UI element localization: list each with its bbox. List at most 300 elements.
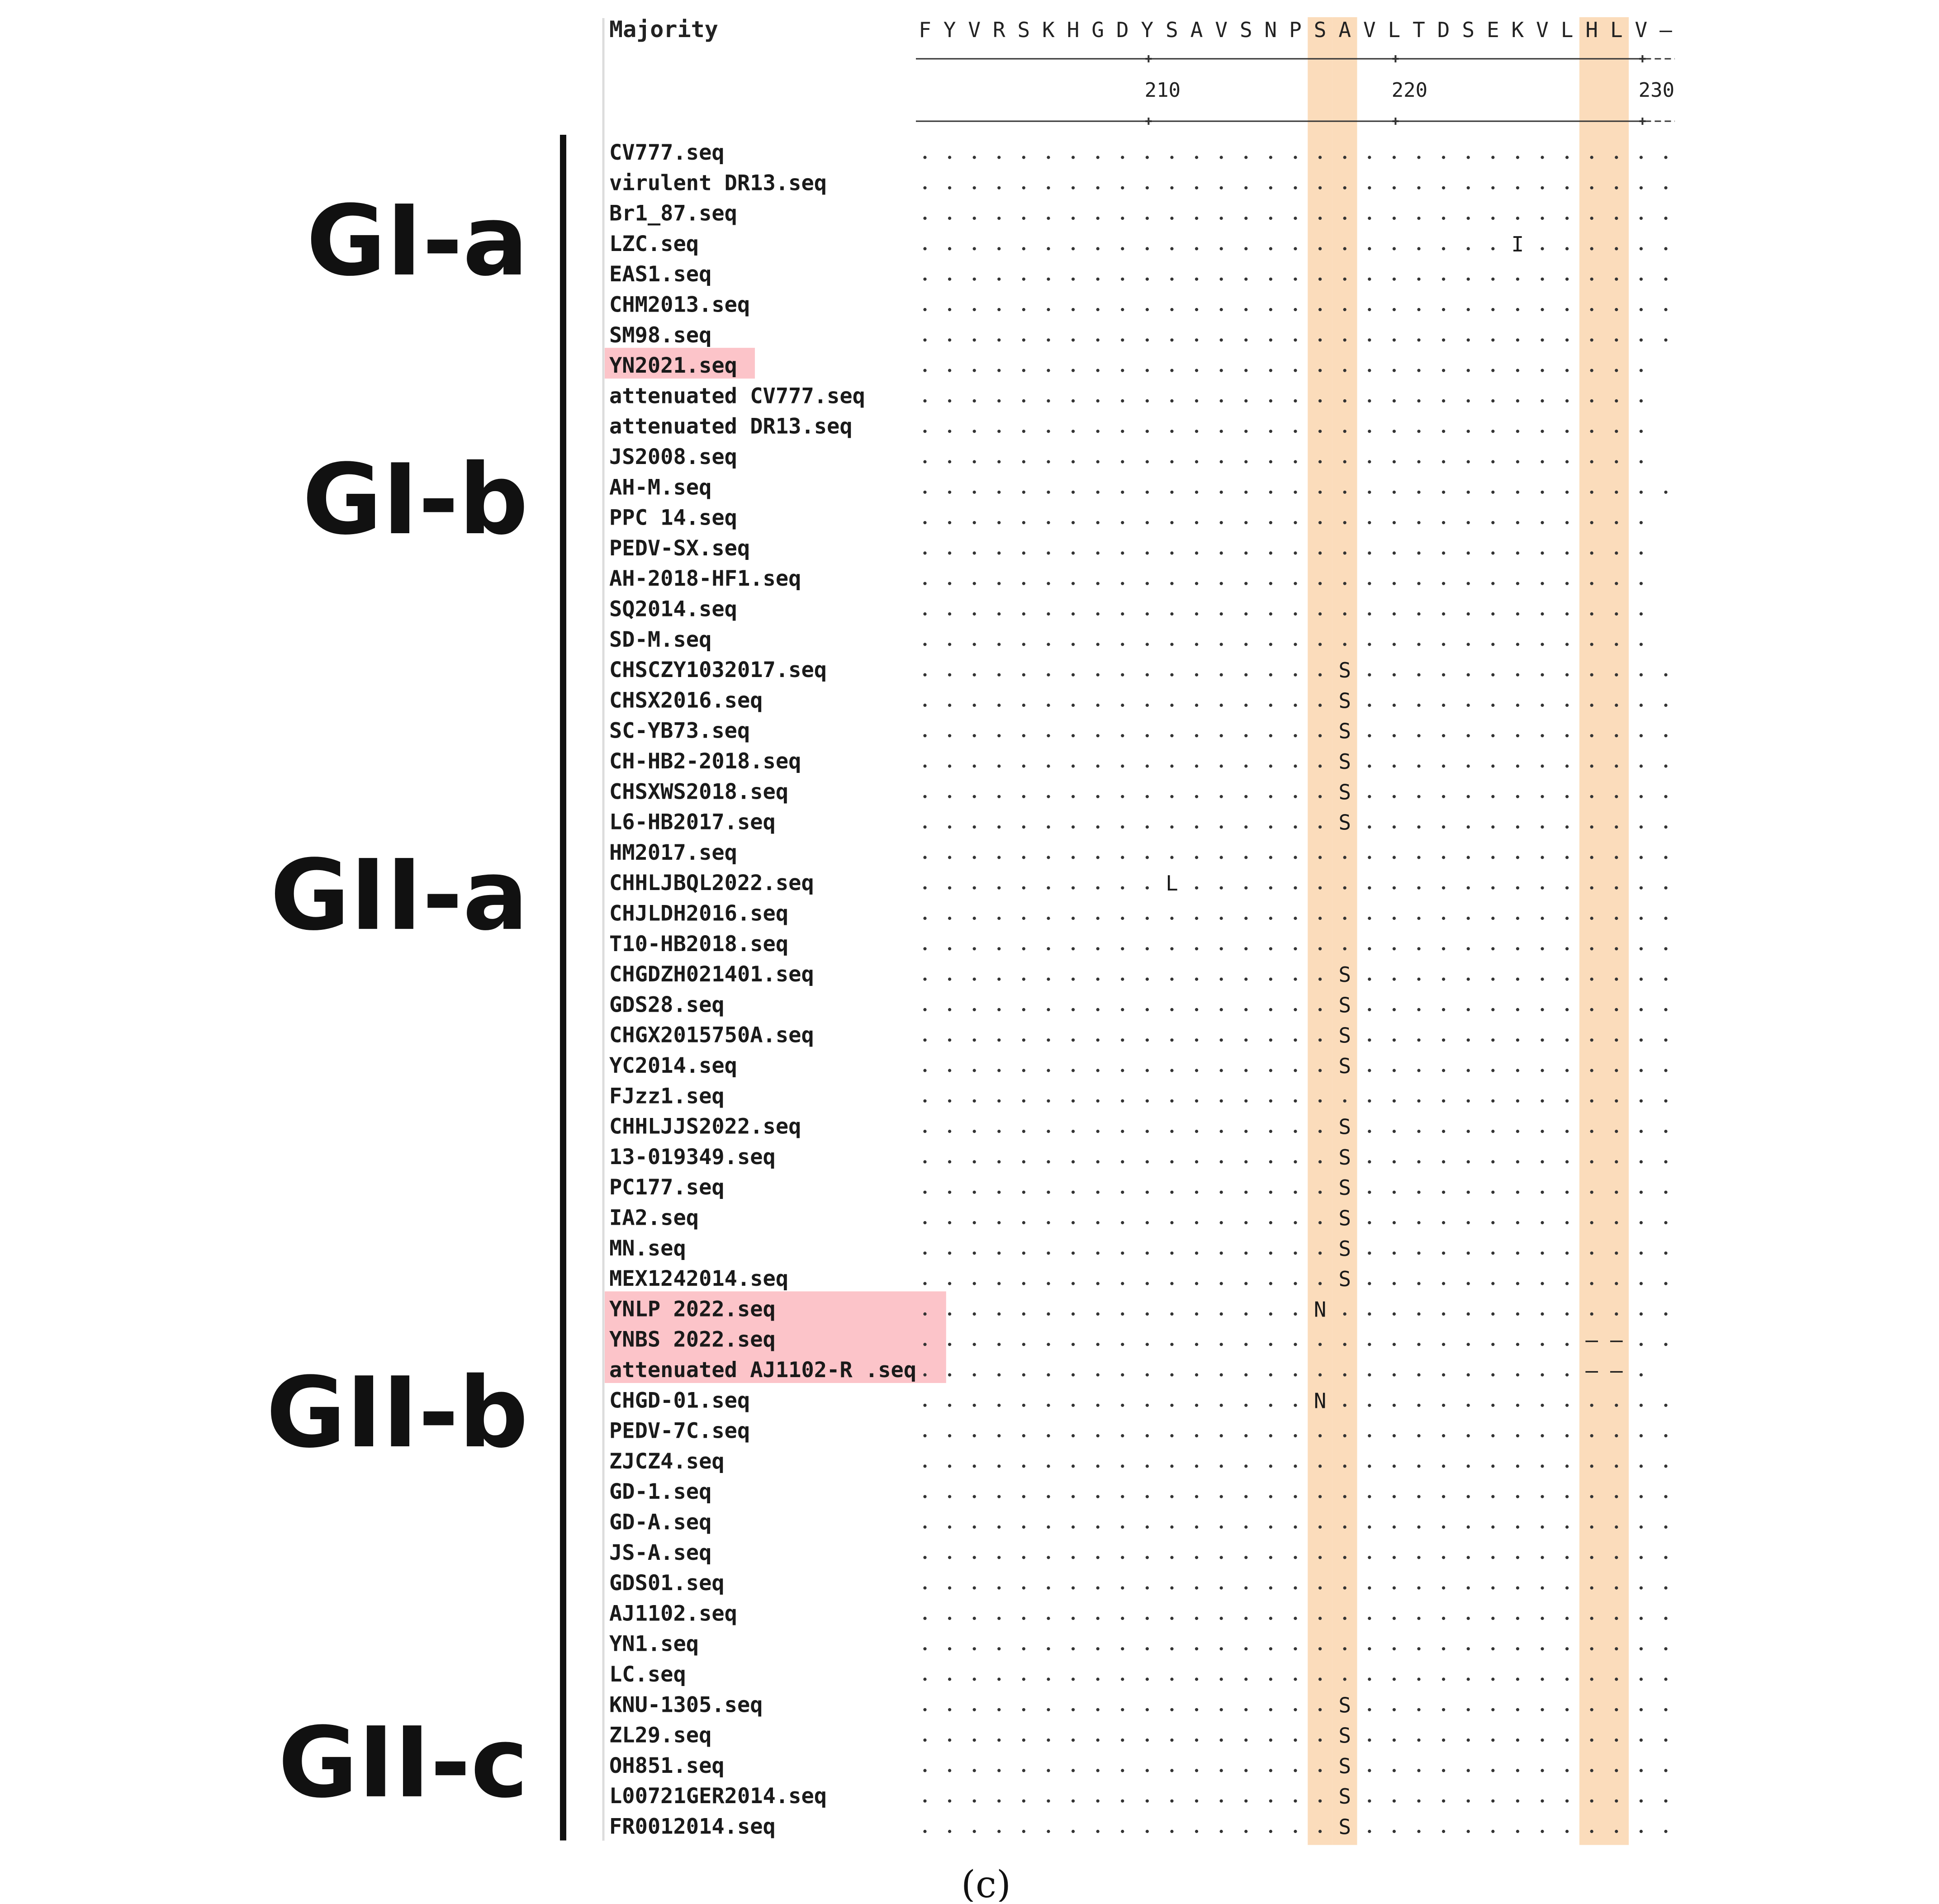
identity-dot <box>1220 186 1223 189</box>
identity-dot <box>1442 1769 1445 1772</box>
consensus-residue: E <box>1486 18 1499 42</box>
identity-dot <box>1541 491 1544 494</box>
identity-dot <box>1491 521 1494 524</box>
substitution-residue: N <box>1313 1388 1327 1413</box>
identity-dot <box>1047 1587 1050 1590</box>
identity-dot <box>1565 1647 1569 1650</box>
identity-dot <box>1195 886 1198 890</box>
identity-dot <box>1047 795 1050 798</box>
identity-dot <box>1516 278 1519 281</box>
identity-dot <box>1318 491 1322 494</box>
identity-dot <box>1615 1221 1618 1224</box>
identity-dot <box>1047 1130 1050 1133</box>
identity-dot <box>1640 1160 1643 1163</box>
identity-dot <box>948 217 951 220</box>
identity-dot <box>1146 1617 1149 1620</box>
identity-dot <box>1195 1099 1198 1103</box>
identity-dot <box>1343 369 1346 372</box>
identity-dot <box>1393 1099 1396 1103</box>
identity-dot <box>1664 886 1667 890</box>
group-label: GII-b <box>266 1355 528 1469</box>
identity-dot <box>1269 1587 1272 1590</box>
identity-dot <box>948 1495 951 1498</box>
identity-dot <box>1071 308 1075 311</box>
identity-dot <box>1220 1251 1223 1255</box>
identity-dot <box>1170 1038 1173 1042</box>
identity-dot <box>1318 399 1322 403</box>
identity-dot <box>973 1495 976 1498</box>
identity-dot <box>1170 734 1173 737</box>
identity-dot <box>1220 1769 1223 1772</box>
identity-dot <box>948 1800 951 1803</box>
sequence-name: AH-2018-HF1.seq <box>609 566 801 592</box>
identity-dot <box>1565 734 1569 737</box>
consensus-residue: A <box>1190 18 1203 42</box>
identity-dot <box>1071 1434 1075 1437</box>
identity-dot <box>1047 643 1050 646</box>
identity-dot <box>948 1008 951 1011</box>
identity-dot <box>1220 947 1223 950</box>
identity-dot <box>1516 1038 1519 1042</box>
sequence-name: CHSCZY1032017.seq <box>609 658 827 683</box>
identity-dot <box>1071 1800 1075 1803</box>
identity-dot <box>1417 369 1420 372</box>
identity-dot <box>1343 1556 1346 1559</box>
identity-dot <box>1318 1038 1322 1042</box>
identity-dot <box>1467 1191 1470 1194</box>
identity-dot <box>1195 369 1198 372</box>
identity-dot <box>948 978 951 981</box>
identity-dot <box>1022 247 1025 250</box>
identity-dot <box>923 1251 926 1255</box>
identity-dot <box>1417 460 1420 463</box>
identity-dot <box>1516 1647 1519 1650</box>
identity-dot <box>1071 1556 1075 1559</box>
identity-dot <box>1516 1556 1519 1559</box>
identity-dot <box>973 1130 976 1133</box>
identity-dot <box>1491 1677 1494 1681</box>
identity-dot <box>1664 1343 1667 1346</box>
identity-dot <box>1467 1038 1470 1042</box>
identity-dot <box>1170 369 1173 372</box>
identity-dot <box>1516 917 1519 920</box>
identity-dot <box>1368 1830 1371 1833</box>
identity-dot <box>1047 430 1050 433</box>
identity-dot <box>1244 1343 1247 1346</box>
identity-dot <box>1565 795 1569 798</box>
identity-dot <box>1244 1738 1247 1742</box>
identity-dot <box>1318 1525 1322 1529</box>
identity-dot <box>1467 308 1470 311</box>
identity-dot <box>1615 460 1618 463</box>
identity-dot <box>1121 1738 1124 1742</box>
identity-dot <box>1294 1160 1297 1163</box>
identity-dot <box>923 582 926 585</box>
identity-dot <box>1170 1282 1173 1285</box>
identity-dot <box>1368 338 1371 341</box>
identity-dot <box>1590 1647 1593 1650</box>
identity-dot <box>1590 1221 1593 1224</box>
identity-dot <box>1442 1343 1445 1346</box>
identity-dot <box>1195 1130 1198 1133</box>
highlight-column-16 <box>1308 17 1332 1845</box>
identity-dot <box>1071 491 1075 494</box>
identity-dot <box>1590 217 1593 220</box>
identity-dot <box>1516 1069 1519 1072</box>
identity-dot <box>1590 643 1593 646</box>
identity-dot <box>1071 278 1075 281</box>
identity-dot <box>1417 734 1420 737</box>
identity-dot <box>1368 1708 1371 1711</box>
substitution-residue: – <box>1610 1327 1623 1352</box>
identity-dot <box>1318 582 1322 585</box>
identity-dot <box>948 886 951 890</box>
identity-dot <box>1368 1251 1371 1255</box>
identity-dot <box>1071 795 1075 798</box>
identity-dot <box>1121 764 1124 767</box>
identity-dot <box>1294 582 1297 585</box>
identity-dot <box>1022 1434 1025 1437</box>
identity-dot <box>1096 1038 1100 1042</box>
identity-dot <box>948 856 951 859</box>
identity-dot <box>997 1343 1000 1346</box>
identity-dot <box>1640 1708 1643 1711</box>
identity-dot <box>1590 1738 1593 1742</box>
identity-dot <box>1442 1677 1445 1681</box>
identity-dot <box>1022 521 1025 524</box>
identity-dot <box>1615 1099 1618 1103</box>
identity-dot <box>1195 247 1198 250</box>
identity-dot <box>1541 795 1544 798</box>
identity-dot <box>1516 1830 1519 1833</box>
identity-dot <box>1244 521 1247 524</box>
identity-dot <box>1220 1373 1223 1376</box>
identity-dot <box>1244 1617 1247 1620</box>
identity-dot <box>973 1647 976 1650</box>
identity-dot <box>1417 1343 1420 1346</box>
identity-dot <box>1244 1008 1247 1011</box>
identity-dot <box>1368 825 1371 829</box>
identity-dot <box>1615 1556 1618 1559</box>
identity-dot <box>1516 704 1519 707</box>
identity-dot <box>1096 734 1100 737</box>
identity-dot <box>1047 399 1050 403</box>
identity-dot <box>948 1464 951 1468</box>
identity-dot <box>1121 1464 1124 1468</box>
identity-dot <box>948 734 951 737</box>
identity-dot <box>1640 947 1643 950</box>
identity-dot <box>1541 1282 1544 1285</box>
identity-dot <box>1121 582 1124 585</box>
identity-dot <box>1541 1464 1544 1468</box>
identity-dot <box>1294 643 1297 646</box>
consensus-residue: L <box>1610 18 1623 42</box>
identity-dot <box>997 1587 1000 1590</box>
identity-dot <box>1664 704 1667 707</box>
identity-dot <box>1491 947 1494 950</box>
identity-dot <box>1393 1130 1396 1133</box>
identity-dot <box>1146 1373 1149 1376</box>
identity-dot <box>1565 1769 1569 1772</box>
identity-dot <box>1590 612 1593 616</box>
identity-dot <box>1071 521 1075 524</box>
identity-dot <box>1294 947 1297 950</box>
identity-dot <box>997 704 1000 707</box>
identity-dot <box>973 1038 976 1042</box>
identity-dot <box>1170 1160 1173 1163</box>
identity-dot <box>1590 1130 1593 1133</box>
identity-dot <box>1393 978 1396 981</box>
identity-dot <box>1269 1464 1272 1468</box>
identity-dot <box>1442 1617 1445 1620</box>
identity-dot <box>1442 764 1445 767</box>
identity-dot <box>1565 1556 1569 1559</box>
identity-dot <box>1047 1373 1050 1376</box>
identity-dot <box>923 1038 926 1042</box>
identity-dot <box>1343 156 1346 159</box>
identity-dot <box>1318 430 1322 433</box>
identity-dot <box>1022 1343 1025 1346</box>
identity-dot <box>1269 856 1272 859</box>
identity-dot <box>1195 1525 1198 1529</box>
identity-dot <box>1565 399 1569 403</box>
identity-dot <box>948 1160 951 1163</box>
identity-dot <box>1664 156 1667 159</box>
identity-dot <box>1047 978 1050 981</box>
identity-dot <box>1294 1434 1297 1437</box>
identity-dot <box>997 1282 1000 1285</box>
identity-dot <box>923 1800 926 1803</box>
identity-dot <box>1467 460 1470 463</box>
identity-dot <box>1294 430 1297 433</box>
identity-dot <box>1146 1191 1149 1194</box>
identity-dot <box>1022 1587 1025 1590</box>
identity-dot <box>1615 1587 1618 1590</box>
identity-dot <box>1244 369 1247 372</box>
identity-dot <box>1047 856 1050 859</box>
identity-dot <box>1541 521 1544 524</box>
identity-dot <box>1640 886 1643 890</box>
identity-dot <box>1244 247 1247 250</box>
identity-dot <box>1220 764 1223 767</box>
sequence-name: FJzz1.seq <box>609 1084 725 1109</box>
ruler-tick-label: 220 <box>1391 79 1428 102</box>
identity-dot <box>1640 1282 1643 1285</box>
identity-dot <box>1590 1769 1593 1772</box>
sequence-name: CHSXWS2018.seq <box>609 779 789 805</box>
identity-dot <box>973 612 976 616</box>
identity-dot <box>1022 1495 1025 1498</box>
identity-dot <box>948 795 951 798</box>
identity-dot <box>1047 460 1050 463</box>
identity-dot <box>1244 460 1247 463</box>
identity-dot <box>1590 369 1593 372</box>
identity-dot <box>1170 582 1173 585</box>
substitution-residue: S <box>1338 1814 1351 1839</box>
substitution-residue: S <box>1338 1753 1351 1778</box>
identity-dot <box>1269 308 1272 311</box>
identity-dot <box>1615 1282 1618 1285</box>
identity-dot <box>1096 1830 1100 1833</box>
sequence-name: JS-A.seq <box>609 1540 712 1565</box>
identity-dot <box>973 521 976 524</box>
identity-dot <box>1664 1525 1667 1529</box>
identity-dot <box>1393 582 1396 585</box>
identity-dot <box>1565 551 1569 554</box>
identity-dot <box>1442 278 1445 281</box>
identity-dot <box>997 1099 1000 1103</box>
identity-dot <box>973 582 976 585</box>
identity-dot <box>1368 1130 1371 1133</box>
identity-dot <box>1442 399 1445 403</box>
identity-dot <box>1096 1130 1100 1133</box>
identity-dot <box>1071 917 1075 920</box>
identity-dot <box>1615 917 1618 920</box>
identity-dot <box>1269 278 1272 281</box>
identity-dot <box>1269 247 1272 250</box>
identity-dot <box>1590 1251 1593 1255</box>
identity-dot <box>1146 156 1149 159</box>
identity-dot <box>1071 1830 1075 1833</box>
identity-dot <box>1516 369 1519 372</box>
identity-dot <box>1516 795 1519 798</box>
identity-dot <box>1047 1434 1050 1437</box>
identity-dot <box>1318 1769 1322 1772</box>
identity-dot <box>1565 612 1569 616</box>
identity-dot <box>1294 612 1297 616</box>
identity-dot <box>1170 1312 1173 1316</box>
identity-dot <box>1269 156 1272 159</box>
identity-dot <box>923 1373 926 1376</box>
identity-dot <box>1640 1677 1643 1681</box>
identity-dot <box>1170 1434 1173 1437</box>
identity-dot <box>1664 917 1667 920</box>
identity-dot <box>1615 156 1618 159</box>
identity-dot <box>1294 551 1297 554</box>
identity-dot <box>997 1160 1000 1163</box>
identity-dot <box>1195 1404 1198 1407</box>
identity-dot <box>923 1587 926 1590</box>
identity-dot <box>1516 430 1519 433</box>
identity-dot <box>1269 612 1272 616</box>
identity-dot <box>1442 856 1445 859</box>
identity-dot <box>1071 1587 1075 1590</box>
identity-dot <box>1022 1800 1025 1803</box>
identity-dot <box>1195 1617 1198 1620</box>
identity-dot <box>1590 551 1593 554</box>
identity-dot <box>1195 1434 1198 1437</box>
identity-dot <box>1269 1647 1272 1650</box>
identity-dot <box>948 1130 951 1133</box>
identity-dot <box>1220 1069 1223 1072</box>
sequence-name: attenuated DR13.seq <box>609 414 853 439</box>
identity-dot <box>1565 1677 1569 1681</box>
identity-dot <box>1269 947 1272 950</box>
identity-dot <box>1442 521 1445 524</box>
identity-dot <box>997 308 1000 311</box>
substitution-residue: S <box>1338 1054 1351 1078</box>
identity-dot <box>1022 1617 1025 1620</box>
identity-dot <box>1244 430 1247 433</box>
identity-dot <box>1170 764 1173 767</box>
identity-dot <box>997 1800 1000 1803</box>
identity-dot <box>1294 1587 1297 1590</box>
identity-dot <box>1146 1282 1149 1285</box>
identity-dot <box>1146 1587 1149 1590</box>
identity-dot <box>1467 1434 1470 1437</box>
identity-dot <box>1343 430 1346 433</box>
identity-dot <box>1294 1008 1297 1011</box>
identity-dot <box>1022 156 1025 159</box>
identity-dot <box>1022 582 1025 585</box>
identity-dot <box>1615 886 1618 890</box>
identity-dot <box>1442 795 1445 798</box>
identity-dot <box>1417 1099 1420 1103</box>
identity-dot <box>1467 247 1470 250</box>
identity-dot <box>1442 582 1445 585</box>
identity-dot <box>997 1830 1000 1833</box>
identity-dot <box>1467 917 1470 920</box>
identity-dot <box>1195 491 1198 494</box>
identity-dot <box>1318 612 1322 616</box>
identity-dot <box>1640 1373 1643 1376</box>
identity-dot <box>1244 491 1247 494</box>
identity-dot <box>997 1677 1000 1681</box>
identity-dot <box>1590 278 1593 281</box>
identity-dot <box>1417 612 1420 616</box>
identity-dot <box>923 338 926 341</box>
identity-dot <box>1294 1251 1297 1255</box>
identity-dot <box>1368 795 1371 798</box>
identity-dot <box>1294 186 1297 189</box>
identity-dot <box>1491 886 1494 890</box>
identity-dot <box>923 1282 926 1285</box>
identity-dot <box>1318 1343 1322 1346</box>
identity-dot <box>1071 156 1075 159</box>
identity-dot <box>1294 825 1297 829</box>
identity-dot <box>997 734 1000 737</box>
identity-dot <box>1195 217 1198 220</box>
identity-dot <box>973 491 976 494</box>
identity-dot <box>1516 1677 1519 1681</box>
identity-dot <box>1442 1495 1445 1498</box>
identity-dot <box>1368 369 1371 372</box>
identity-dot <box>1318 1677 1322 1681</box>
sequence-name: SD-M.seq <box>609 627 712 652</box>
identity-dot <box>997 460 1000 463</box>
identity-dot <box>1393 156 1396 159</box>
identity-dot <box>948 308 951 311</box>
identity-dot <box>1146 734 1149 737</box>
identity-dot <box>1491 1404 1494 1407</box>
identity-dot <box>1022 673 1025 677</box>
identity-dot <box>1541 1738 1544 1742</box>
identity-dot <box>1269 217 1272 220</box>
identity-dot <box>1417 704 1420 707</box>
identity-dot <box>1393 369 1396 372</box>
identity-dot <box>1071 369 1075 372</box>
identity-dot <box>973 247 976 250</box>
identity-dot <box>1071 734 1075 737</box>
identity-dot <box>1047 704 1050 707</box>
sequence-name: SM98.seq <box>609 322 712 348</box>
identity-dot <box>1491 582 1494 585</box>
identity-dot <box>1121 247 1124 250</box>
identity-dot <box>1096 308 1100 311</box>
identity-dot <box>1491 1587 1494 1590</box>
identity-dot <box>1565 1221 1569 1224</box>
identity-dot <box>1022 643 1025 646</box>
